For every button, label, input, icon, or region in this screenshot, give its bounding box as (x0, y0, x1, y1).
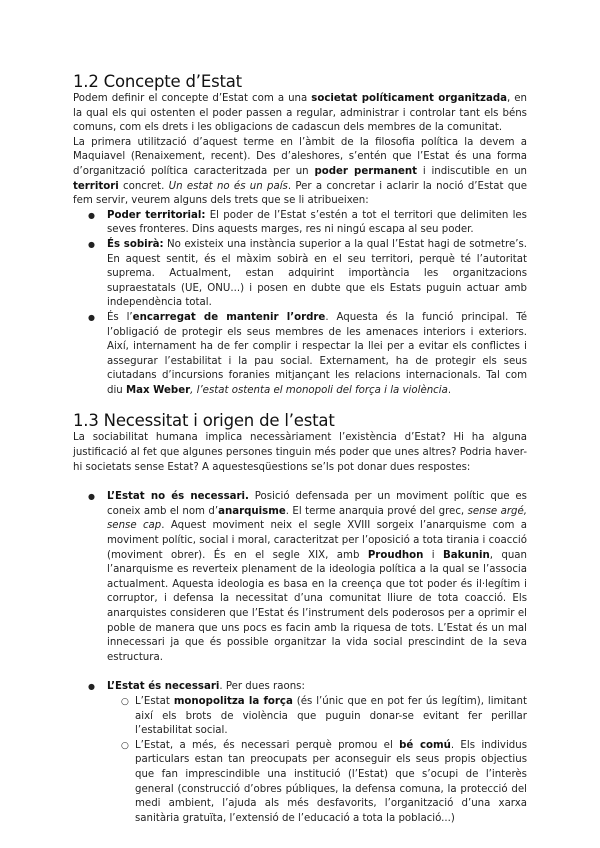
sociability-paragraph: La sociabilitat humana implica necessàriament l’existència d’Estat? Hi ha alguna justificació al fet que algunes persones tinguin més poder que unes altres? Podria haver-hi societats sense Estat? A aquestesqüestions se’ls pot donar dues respostes: (73, 432, 527, 473)
bold-term: L’Estat és necessari (107, 681, 220, 693)
machiavelli-paragraph (73, 136, 527, 209)
bold-term: encarregat de mantenir l’ordre (132, 311, 326, 323)
bold-term: És sobirà: (107, 238, 164, 250)
bold-term: territori (73, 180, 119, 192)
text-run: El poder de l’Estat s’estén a tot el territori que delimiten les seves fronteres. Dins aquests marges, res ni ningú escapa al seu poder. (107, 209, 527, 236)
text-run: . El terme anarquia prové del grec, (285, 505, 468, 517)
answers-list (73, 490, 527, 826)
text-run: L’Estat, a més, és necessari perquè promou el (135, 739, 400, 751)
text-run: i indiscutible en un (417, 165, 528, 177)
list-item-not-necessary (73, 490, 527, 665)
text-run: . Aquesta és la funció principal. Té l’obligació de protegir els seus membres de les amenaces interiors i exteriors. Així, internament ha de fer complir i respectar la llei per a evitar els conflictes i assegurar l’estabilitat i la pau social. Externament, ha de protegir els seus ciutadans d’incursions foranies mitjançant les relacions internacionals. Tal com diu (107, 311, 527, 396)
section-1-2-heading: 1.2 Concepte d’Estat (73, 72, 242, 91)
list-item-necessary (73, 680, 527, 826)
bold-term: bé comú (399, 739, 451, 751)
text-run: . (447, 384, 452, 396)
text-run: L’Estat (135, 695, 174, 707)
list-item-sovereign (73, 238, 527, 311)
sublist-item-common-good (107, 739, 527, 827)
text-run: , quan l’anarquisme es reverteix plenament de la ideologia política a la qual se l’associa actualment. Aquesta ideologia es basa en la creença que tot poder és il·legítim i corruptor, i defensa la necessitat d’una comunitat lliure de tota coacció. Els anarquistes consideren que l’Estat és l’instrument dels poderosos per a oprimir el poble de manera que uns pocs es facin amb la riquesa de tots. L’Estat és un mal innecessari ja que és possible organitzar la vida social prescindint de la seva estructura. (107, 549, 527, 663)
list-item-territorial (73, 209, 527, 238)
bold-term: Bakunin (443, 549, 490, 561)
text-run: Posició defensada per un moviment polític que es coneix amb el nom d’ (107, 491, 527, 517)
bold-term: poder permanent (314, 165, 418, 177)
text-run: (és l’únic que en pot fer ús legítim), limitant així els brots de violència que puguin donar-se evitant fer perillar l’estabilitat social. (135, 695, 527, 737)
bold-term: Max Weber (126, 384, 191, 396)
state-traits-list (73, 209, 527, 399)
bold-term: anarquisme (218, 505, 286, 517)
state-definition-paragraph (73, 92, 527, 136)
section-1-3-heading: 1.3 Necessitat i origen de l’estat (73, 411, 335, 431)
text-run: Podem definir el concepte d’Estat com a una (73, 93, 312, 104)
text-run: No existeix una instància superior a la qual l’Estat hagi de sotmetre’s. En aquest sentit, és el màxim sobirà en el seu territori, perquè té l’autoritat suprema. Actualment, estan adquirint importància les organitzacions supraestatals (UE, ONU...) i posen en dubte que els Estats puguin actuar amb independència total. (107, 238, 527, 309)
text-run: . Aquest moviment neix el segle XVIII sorgeix l’anarquisme com a moviment polític, social i moral, caracteritzat per l’oposició a tota tirania i coacció (moviment obrer). És en el segle XIX, amb (107, 520, 527, 561)
text-run: La primera utilització d’aquest terme en l’àmbit de la filosofia política la devem a Maquiavel (Renaixement, recent). Des d’aleshores, s’entén que l’Estat és una forma d’organització política caracteritzada per un (73, 136, 527, 177)
reasons-sublist (107, 695, 527, 826)
bold-term: societat políticament organitzada (311, 93, 508, 104)
document-page (73, 72, 527, 826)
text-run: És l’ (107, 311, 133, 323)
bold-term: Proudhon (367, 549, 424, 561)
sublist-item-force (107, 695, 527, 739)
italic-term: Un estat no és un país (168, 180, 288, 192)
text-run: . Els individus particulars estan tan preocupats per aconseguir els seus propis objectius que fan imprescindible una institució (l’Estat) que s’ocupi de l’interès general (construcció d’obres públiques, la defensa comuna, la protecció del medi ambient, l’ajuda als més desfavorits, l’organització d’una xarxa sanitària gratuïta, l’extensió de l’educació a tota la població...) (135, 739, 528, 824)
italic-term: sense argé, sense cap (107, 505, 527, 532)
bold-term: L’Estat no és necessari. (107, 491, 249, 503)
bold-term: monopolitza la força (173, 695, 293, 707)
italic-term: , l’estat ostenta el monopoli del força i la violència (190, 384, 448, 396)
text-run: . Per dues raons: (219, 681, 305, 693)
bold-term: Poder territorial: (107, 209, 206, 221)
list-item-order (73, 311, 527, 399)
text-run: concret. (118, 180, 169, 192)
text-run: , en la qual els qui ostenten el poder passen a regular, administrar i controlar tant els béns comuns, com els drets i les obligacions de cadascun dels membres de la comunitat. (73, 93, 528, 134)
text-run: i (423, 549, 444, 561)
text-run: . Per a concretar i aclarir la noció d’Estat que fem servir, veurem alguns dels trets que se li atribueixen: (73, 180, 527, 207)
